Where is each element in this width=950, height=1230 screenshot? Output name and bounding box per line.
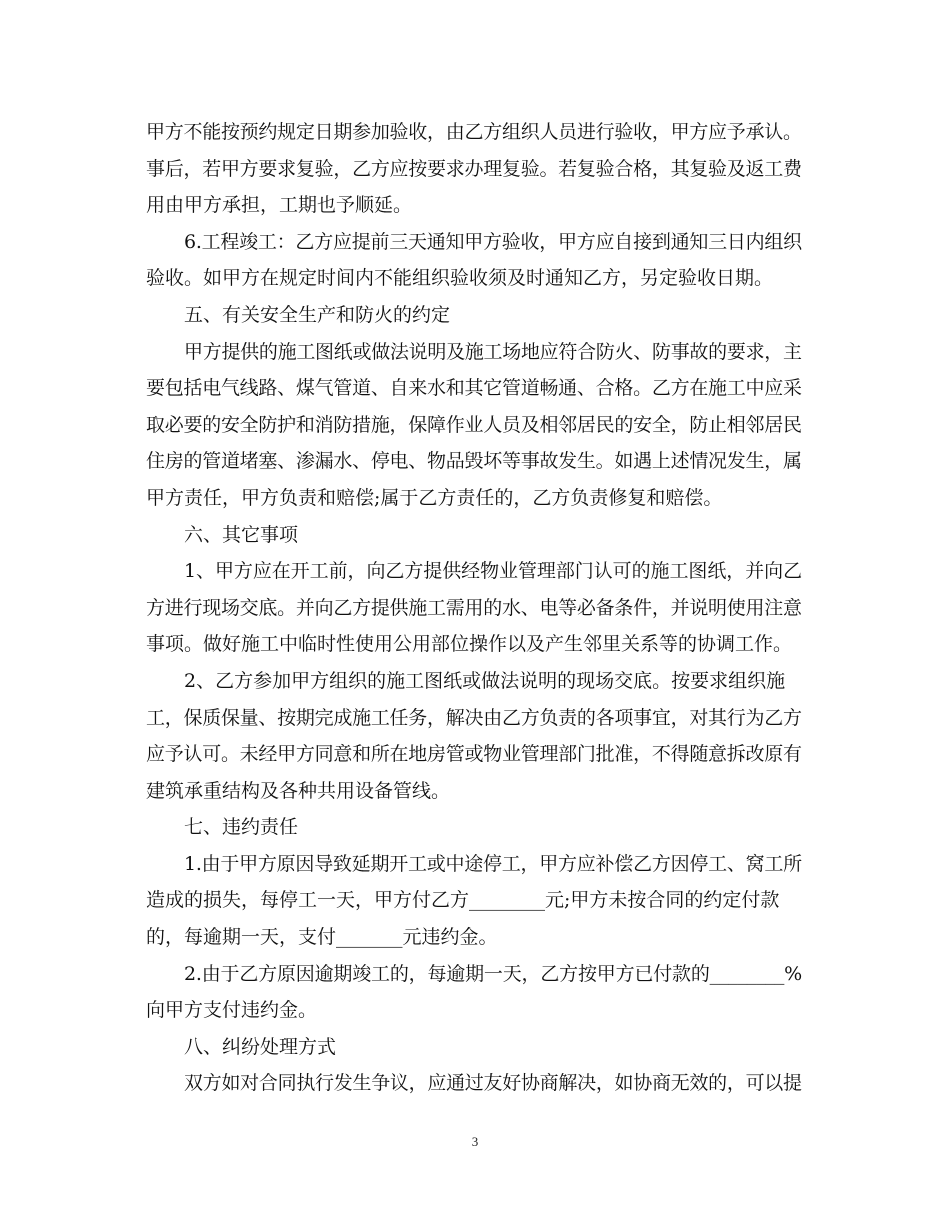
body-text (146, 114, 802, 1102)
text-line: 七、违约责任 (184, 816, 299, 839)
text-line: 甲方责任，甲方负责和赔偿;属于乙方责任的，乙方负责修复和赔偿。 (146, 486, 723, 509)
text-line: 住房的管道堵塞、渗漏水、停电、物品毁坏等事故发生。如遇上述情况发生，属 (146, 450, 802, 473)
text-line: 要包括电气线路、煤气管道、自来水和其它管道畅通、合格。乙方在施工中应采 (146, 377, 802, 400)
page-number: 3 (471, 1134, 479, 1149)
text-line: 方进行现场交底。并向乙方提供施工需用的水、电等必备条件，并说明使用注意 (146, 596, 802, 619)
text-line: 双方如对合同执行发生争议，应通过友好协商解决，如协商无效的，可以提 (184, 1072, 802, 1095)
text-line: 造成的损失，每停工一天，甲方付乙方________元;甲方未按合同的约定付款 (146, 889, 780, 912)
text-line: 1.由于甲方原因导致延期开工或中途停工，甲方应补偿乙方因停工、窝工所 (184, 852, 802, 875)
text-line: 工，保质保量、按期完成施工任务，解决由乙方负责的各项事宜，对其行为乙方 (146, 706, 802, 729)
text-line: 应予认可。未经甲方同意和所在地房管或物业管理部门批准，不得随意拆改原有 (146, 743, 802, 766)
text-line: 甲方提供的施工图纸或做法说明及施工场地应符合防火、防事故的要求，主 (184, 340, 802, 363)
text-line: 事项。做好施工中临时性使用公用部位操作以及产生邻里关系等的协调工作。 (146, 633, 793, 656)
text-line: 取必要的安全防护和消防措施，保障作业人员及相邻居民的安全，防止相邻居民 (146, 413, 802, 436)
text-line: 的，每逾期一天，支付_______元违约金。 (146, 926, 498, 949)
text-line: 甲方不能按预约规定日期参加验收，由乙方组织人员进行验收，甲方应予承认。 (146, 121, 802, 143)
text-line: 向甲方支付违约金。 (146, 999, 318, 1022)
text-line: 验收。如甲方在规定时间内不能组织验收须及时通知乙方，另定验收日期。 (146, 267, 774, 290)
text-line: 用由甲方承担，工期也予顺延。 (146, 194, 413, 217)
text-line: 2、乙方参加甲方组织的施工图纸或做法说明的现场交底。按要求组织施 (184, 669, 786, 692)
text-line: 八、纠纷处理方式 (184, 1035, 337, 1058)
text-line: 五、有关安全生产和防火的约定 (184, 303, 451, 326)
text-line: 六、其它事项 (184, 523, 299, 546)
text-line: 建筑承重结构及各种共用设备管线。 (146, 779, 451, 802)
text-line: 1、甲方应在开工前，向乙方提供经物业管理部门认可的施工图纸，并向乙 (184, 560, 803, 583)
text-line: 2.由于乙方原因逾期竣工的，每逾期一天，乙方按甲方已付款的________% (184, 962, 802, 985)
text-line: 6.工程竣工：乙方应提前三天通知甲方验收，甲方应自接到通知三日内组织 (184, 230, 802, 253)
text-line: 事后，若甲方要求复验，乙方应按要求办理复验。若复验合格，其复验及返工费 (146, 157, 802, 180)
